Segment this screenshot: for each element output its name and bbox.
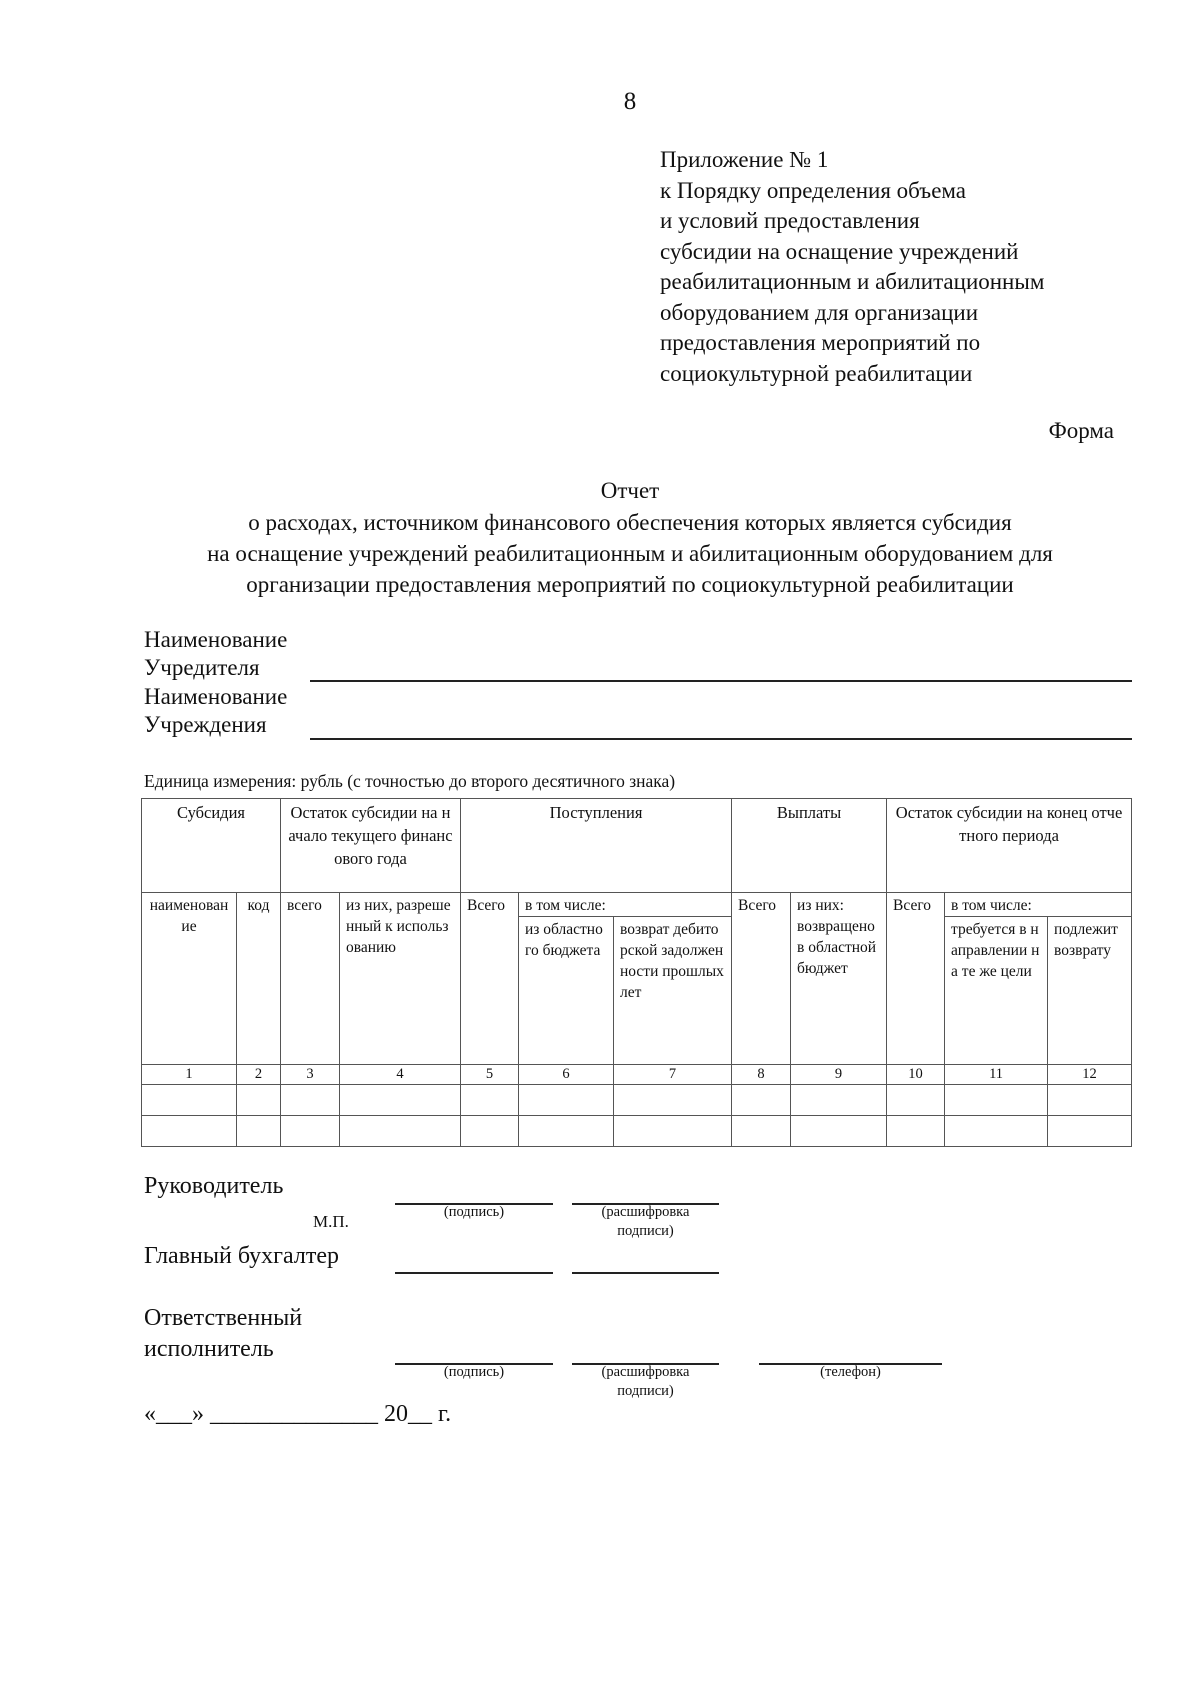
table-cell[interactable] <box>142 1116 237 1147</box>
founder-field-line[interactable] <box>310 680 1132 682</box>
col-balance-start-allowed: из них, разрешенный к использованию <box>340 893 461 1065</box>
group-receipts: Поступления <box>461 799 732 893</box>
report-table <box>141 798 1132 1147</box>
column-number: 5 <box>461 1065 519 1085</box>
table-cell[interactable] <box>340 1116 461 1147</box>
founder-label-line: Учредителя <box>144 655 260 680</box>
table-cell[interactable] <box>887 1116 945 1147</box>
col-payments-total: Всего <box>732 893 791 1065</box>
col-receipts-return-debt: возврат дебиторской задолженности прошлых лет <box>614 917 732 1065</box>
col-balance-end-including: в том числе: <box>945 893 1132 917</box>
report-subtitle-line: о расходах, источником финансового обеспечения которых является субсидия <box>248 510 1012 535</box>
unit-note: Единица измерения: рубль (с точностью до второго десятичного знака) <box>144 771 676 791</box>
chief-signature-line[interactable] <box>395 1272 553 1274</box>
table-cell[interactable] <box>461 1116 519 1147</box>
column-number: 1 <box>142 1065 237 1085</box>
column-number: 10 <box>887 1065 945 1085</box>
founder-label <box>144 626 287 682</box>
group-payments: Выплаты <box>732 799 887 893</box>
table-cell[interactable] <box>281 1116 340 1147</box>
column-number: 7 <box>614 1065 732 1085</box>
column-number: 2 <box>237 1065 281 1085</box>
appendix-header <box>660 145 1044 389</box>
responsible-signature-hint: (подпись) <box>443 1364 505 1380</box>
table-cell[interactable] <box>732 1085 791 1116</box>
col-balance-end-required: требуется в направлении на те же цели <box>945 917 1048 1065</box>
institution-label <box>144 683 287 739</box>
column-number: 6 <box>519 1065 614 1085</box>
report-subtitle-line: на оснащение учреждений реабилитационным и абилитационным оборудованием для <box>207 541 1053 566</box>
appendix-line: предоставления мероприятий по <box>660 330 981 355</box>
column-number: 9 <box>791 1065 887 1085</box>
appendix-line: и условий предоставления <box>660 208 920 233</box>
table-cell[interactable] <box>945 1116 1048 1147</box>
table-cell[interactable] <box>340 1085 461 1116</box>
column-number: 3 <box>281 1065 340 1085</box>
table-cell[interactable] <box>791 1116 887 1147</box>
report-subtitle <box>130 507 1130 600</box>
stamp-label: М.П. <box>313 1212 349 1231</box>
appendix-line: субсидии на оснащение учреждений <box>660 238 1019 264</box>
table-row[interactable] <box>142 1085 1132 1116</box>
table-cell[interactable] <box>281 1085 340 1116</box>
table-cell[interactable] <box>732 1116 791 1147</box>
table-row[interactable] <box>142 1116 1132 1147</box>
table-cell[interactable] <box>519 1116 614 1147</box>
appendix-line: социокультурной реабилитации <box>660 360 973 386</box>
appendix-line: реабилитационным и абилитационным <box>660 269 1045 294</box>
col-payments-returned-text: возвращено в областной бюджет <box>797 918 877 977</box>
col-receipts-regional: из областного бюджета <box>519 917 614 1065</box>
col-payments-of: из них: <box>797 897 844 914</box>
col-balance-end-total: Всего <box>887 893 945 1065</box>
group-subsidy: Субсидия <box>142 799 281 893</box>
responsible-label-line: Ответственный <box>144 1305 303 1331</box>
column-numbers-row <box>142 1065 1132 1085</box>
col-name: наименование <box>142 893 237 1065</box>
institution-label-line: Учреждения <box>144 712 267 737</box>
col-payments-returned <box>791 893 887 1065</box>
table-cell[interactable] <box>614 1116 732 1147</box>
institution-label-line: Наименование <box>144 684 288 709</box>
responsible-decode-hint: (расшифровка подписи) <box>601 1364 690 1399</box>
table-cell[interactable] <box>142 1085 237 1116</box>
table-cell[interactable] <box>614 1085 732 1116</box>
founder-label-line: Наименование <box>144 627 288 652</box>
head-signature-hint: (подпись) <box>443 1204 505 1220</box>
table-cell[interactable] <box>887 1085 945 1116</box>
report-title: Отчет <box>600 478 660 503</box>
appendix-line: к Порядку определения объема <box>660 177 967 203</box>
institution-field-line[interactable] <box>310 738 1132 740</box>
page-number: 8 <box>623 88 637 115</box>
chief-decode-line[interactable] <box>572 1272 719 1274</box>
table-cell[interactable] <box>461 1085 519 1116</box>
appendix-line: Приложение № 1 <box>660 147 829 172</box>
date-line[interactable]: «___» ______________ 20__ г. <box>144 1401 452 1427</box>
chief-accountant-label: Главный бухгалтер <box>144 1243 339 1269</box>
table-cell[interactable] <box>237 1085 281 1116</box>
report-subtitle-line: организации предоставления мероприятий по социокультурной реабилитации <box>246 572 1014 597</box>
head-label: Руководитель <box>144 1173 284 1199</box>
table-cell[interactable] <box>237 1116 281 1147</box>
group-balance-start: Остаток субсидии на начало текущего финансового года <box>281 799 461 893</box>
form-label: Форма <box>1048 418 1114 443</box>
column-number: 12 <box>1048 1065 1132 1085</box>
col-receipts-total: Всего <box>461 893 519 1065</box>
column-number: 8 <box>732 1065 791 1085</box>
table-cell[interactable] <box>519 1085 614 1116</box>
column-number: 4 <box>340 1065 461 1085</box>
column-number: 11 <box>945 1065 1048 1085</box>
col-balance-start-total: всего <box>281 893 340 1065</box>
appendix-line: оборудованием для организации <box>660 299 979 325</box>
table-cell[interactable] <box>1048 1085 1132 1116</box>
responsible-phone-hint: (телефон) <box>820 1364 881 1380</box>
table-cell[interactable] <box>1048 1116 1132 1147</box>
table-cell[interactable] <box>791 1085 887 1116</box>
head-decode-hint: (расшифровка подписи) <box>601 1204 690 1239</box>
responsible-label-line: исполнитель <box>144 1336 274 1362</box>
col-balance-end-to-return: подлежит возврату <box>1048 917 1132 1065</box>
col-code: код <box>237 893 281 1065</box>
table-cell[interactable] <box>945 1085 1048 1116</box>
col-receipts-including: в том числе: <box>519 893 732 917</box>
responsible-label <box>144 1303 302 1365</box>
group-balance-end: Остаток субсидии на конец отчетного периода <box>887 799 1132 893</box>
